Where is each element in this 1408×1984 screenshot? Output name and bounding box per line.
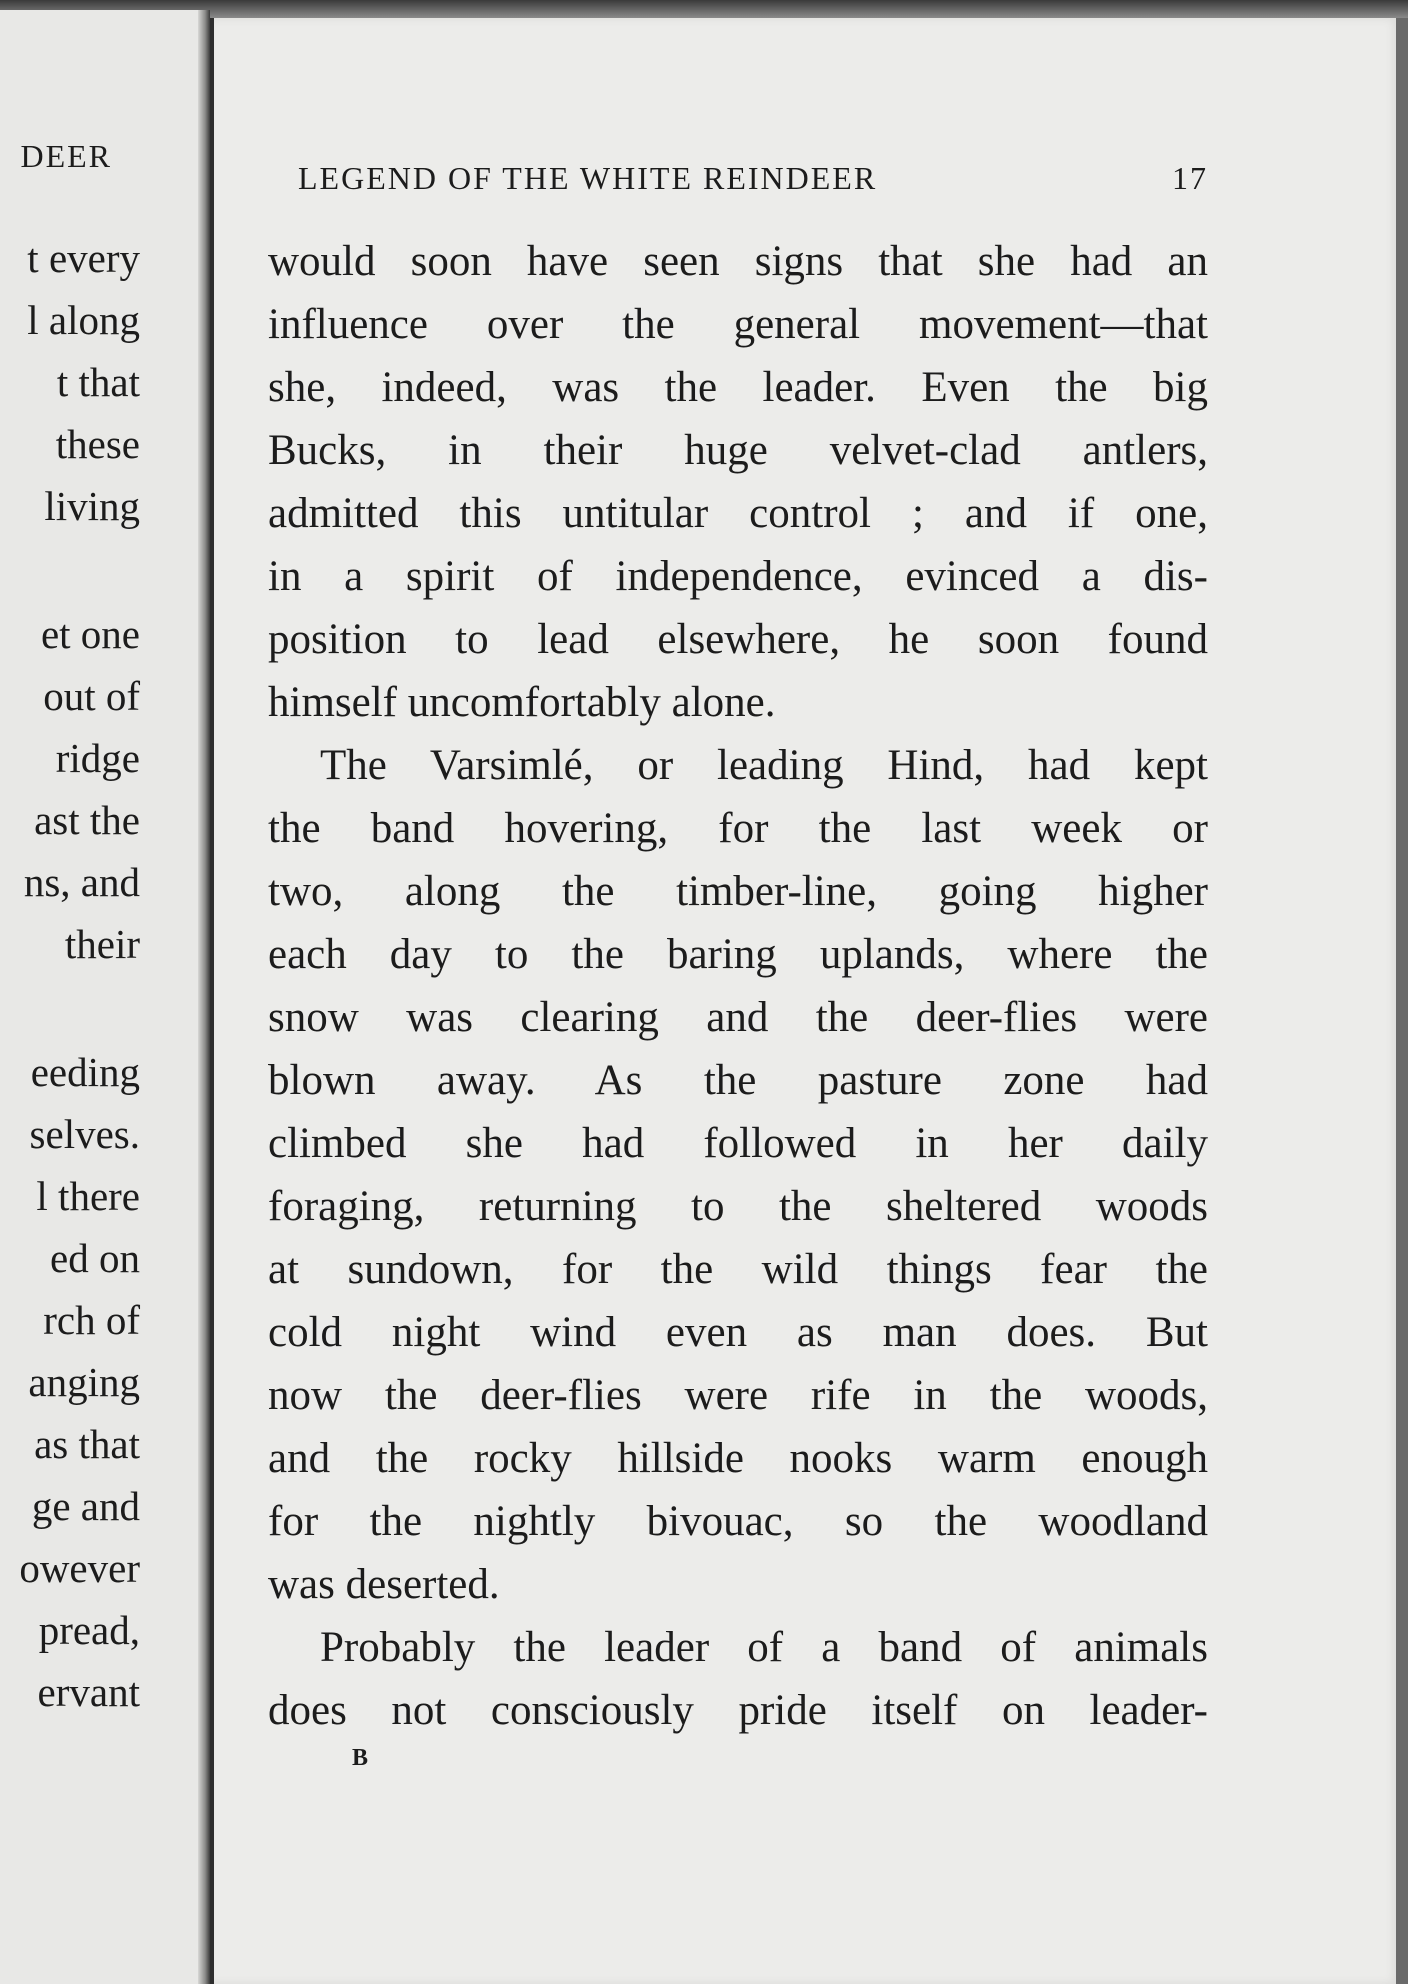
- signature-mark: B: [352, 1745, 369, 1771]
- left-fragment-line: et one: [40, 611, 140, 657]
- text-line: Probably the leader of a band of animals: [320, 1624, 1208, 1671]
- text-line: snow was clearing and the deer-flies were: [268, 994, 1208, 1041]
- left-fragment-line: their: [64, 921, 140, 967]
- text-line: Bucks, in their huge velvet-clad antlers,: [268, 427, 1208, 474]
- text-line: each day to the baring uplands, where the: [268, 931, 1208, 978]
- left-fragment-line: ns, and: [23, 859, 140, 905]
- left-fragment-line: as that: [34, 1421, 140, 1467]
- text-line: blown away. As the pasture zone had: [268, 1057, 1208, 1104]
- page-number: 17: [1172, 160, 1208, 196]
- text-line: she, indeed, was the leader. Even the big: [268, 364, 1208, 411]
- left-fragment-line: living: [44, 483, 140, 529]
- text-line: for the nightly bivouac, so the woodland: [268, 1498, 1208, 1545]
- paragraph: [268, 734, 1208, 1616]
- body-text: [268, 230, 1208, 1742]
- scan-right-edge: [1396, 18, 1408, 1984]
- left-fragment-line: l along: [27, 297, 140, 343]
- text-line: does not consciously pride itself on leader-: [268, 1687, 1208, 1734]
- text-line: would soon have seen signs that she had an: [268, 238, 1208, 285]
- text-line: The Varsimlé, or leading Hind, had kept: [320, 742, 1208, 789]
- left-fragment-line: ast the: [34, 797, 140, 843]
- left-fragment-line: ervant: [37, 1669, 140, 1715]
- paragraph: [268, 230, 1208, 734]
- left-page-header-fragment: DEER: [20, 138, 112, 174]
- text-line: admitted this untitular control ; and if one,: [268, 490, 1208, 537]
- text-line: cold night wind even as man does. But: [268, 1309, 1208, 1356]
- paragraph: [268, 1616, 1208, 1742]
- left-fragment-line: these: [55, 421, 140, 467]
- left-fragment-line: t every: [27, 235, 140, 281]
- running-head-title: LEGEND OF THE WHITE REINDEER: [298, 160, 878, 196]
- left-fragment-line: ge and: [31, 1483, 140, 1529]
- left-fragment-line: pread,: [38, 1607, 140, 1653]
- left-fragment-line: eeding: [30, 1049, 140, 1095]
- scan-top-edge: [0, 0, 1408, 18]
- running-head: [298, 160, 1208, 197]
- text-line: the band hovering, for the last week or: [268, 805, 1208, 852]
- text-line: climbed she had followed in her daily: [268, 1120, 1208, 1167]
- text-line: position to lead elsewhere, he soon found: [268, 616, 1208, 663]
- text-line: was deserted.: [268, 1561, 500, 1608]
- text-line: now the deer-flies were rife in the woods,: [268, 1372, 1208, 1419]
- left-fragment-line: owever: [19, 1545, 140, 1591]
- left-fragment-line: t that: [56, 359, 140, 405]
- text-line: foraging, returning to the sheltered woods: [268, 1183, 1208, 1230]
- left-fragment-line: selves.: [29, 1111, 140, 1157]
- left-fragment-line: anging: [28, 1359, 140, 1405]
- text-line: in a spirit of independence, evinced a dis-: [268, 553, 1208, 600]
- text-line: influence over the general movement—that: [268, 301, 1208, 348]
- left-fragment-line: l there: [36, 1173, 140, 1219]
- text-line: at sundown, for the wild things fear the: [268, 1246, 1208, 1293]
- text-line: himself uncomfortably alone.: [268, 679, 776, 726]
- left-page: [0, 10, 210, 1984]
- text-line: and the rocky hillside nooks warm enough: [268, 1435, 1208, 1482]
- text-line: two, along the timber-line, going higher: [268, 868, 1208, 915]
- left-fragment-line: ed on: [50, 1235, 140, 1281]
- left-fragment-line: ridge: [55, 735, 140, 781]
- book-gutter: [198, 10, 210, 1984]
- left-fragment-line: out of: [43, 673, 140, 719]
- left-fragment-line: rch of: [43, 1297, 140, 1343]
